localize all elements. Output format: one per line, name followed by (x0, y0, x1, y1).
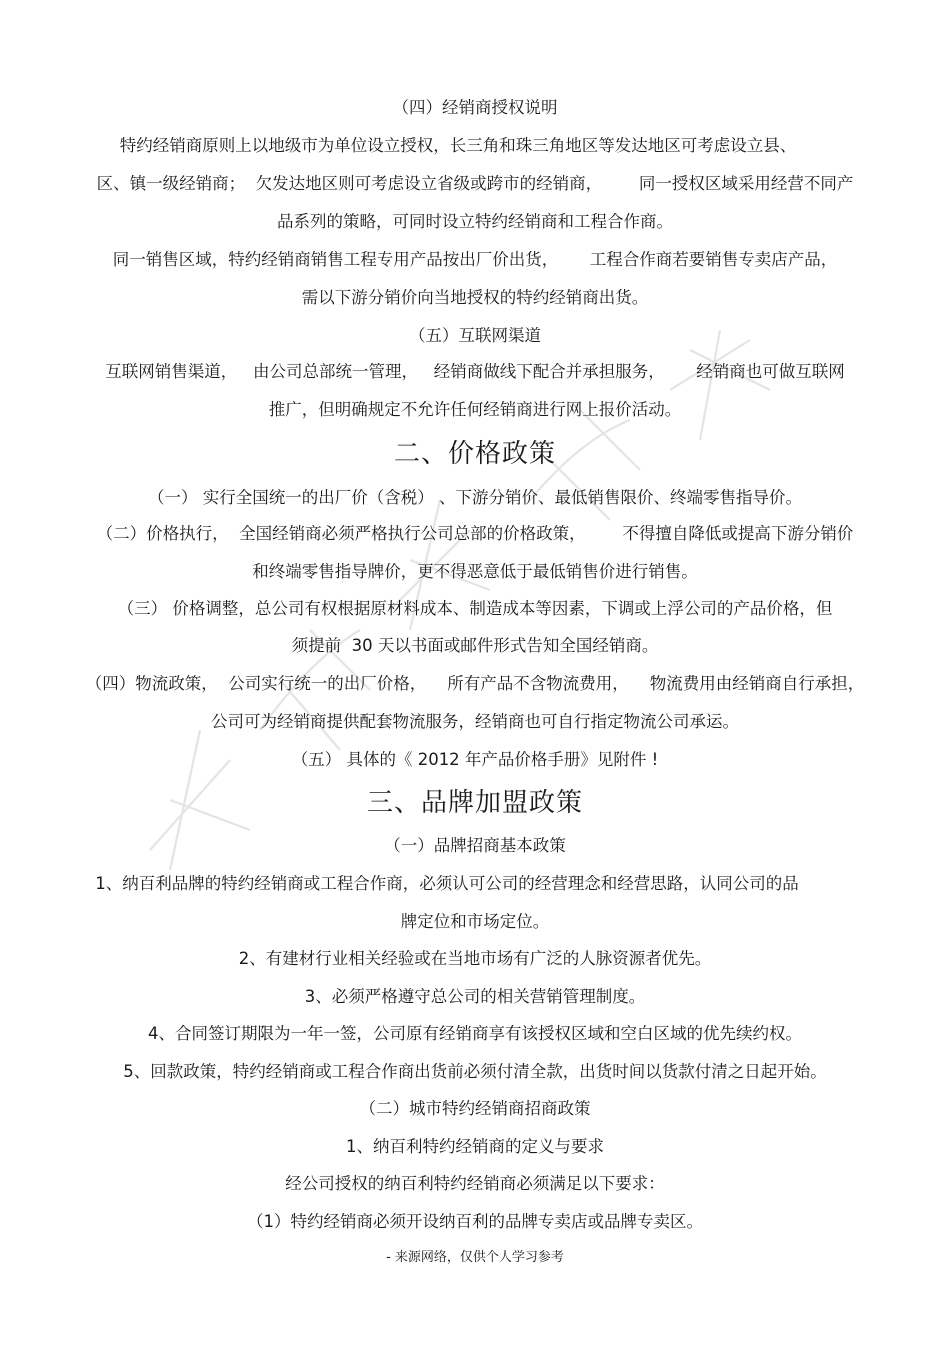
paragraph-line: （五） 具体的《 2012 年产品价格手册》见附件 ! (291, 750, 659, 769)
paragraph-line: 互联网销售渠道， 由公司总部统一管理， 经销商做线下配合并承担服务， 经销商也可做互联网 (105, 362, 845, 381)
sub-heading: 1、纳百利特约经销商的定义与要求 (346, 1137, 604, 1156)
paragraph-line: 须提前 30 天以书面或邮件形式告知全国经销商。 (291, 636, 659, 655)
list-item: 3、必须严格遵守总公司的相关营销管理制度。 (304, 987, 646, 1006)
chapter-title-price-policy: 二、价格政策 (393, 439, 556, 469)
paragraph-line: （三） 价格调整，总公司有权根据原材料成本、制造成本等因素，下调或上浮公司的产品价格，但 (117, 599, 833, 618)
page-footer: - 来源网络，仅供个人学习参考 (386, 1250, 564, 1265)
paragraph-line: 公司可为经销商提供配套物流服务，经销商也可自行指定物流公司承运。 (211, 712, 739, 731)
section-heading-4: （四）经销商授权说明 (392, 98, 558, 117)
paragraph-line: （一） 实行全国统一的出厂价（含税） 、下游分销价、最低销售限价、终端零售指导价。 (148, 488, 802, 507)
paragraph-line: （二）价格执行， 全国经销商必须严格执行公司总部的价格政策， 不得擅自降低或提高下游分销价 (96, 524, 854, 543)
paragraph-line: 品系列的策略，可同时设立特约经销商和工程合作商。 (277, 212, 673, 231)
paragraph-line: 和终端零售指导牌价，更不得恶意低于最低销售价进行销售。 (252, 562, 698, 581)
paragraph-line: （四）物流政策， 公司实行统一的出厂价格， 所有产品不含物流费用， 物流费用由经销商自行承担， (85, 674, 865, 693)
list-item: 4、合同签订期限为一年一签，公司原有经销商享有该授权区域和空白区域的优先续约权。 (148, 1024, 802, 1043)
paragraph-line: 经公司授权的纳百利特约经销商必须满足以下要求： (285, 1174, 665, 1193)
paragraph-line: 同一销售区域，特约经销商销售工程专用产品按出厂价出货， 工程合作商若要销售专卖店产品， (112, 250, 838, 269)
chapter-title-brand-policy: 三、品牌加盟政策 (366, 788, 583, 818)
section-heading-2: （二）城市特约经销商招商政策 (359, 1099, 591, 1118)
list-item-continuation: 牌定位和市场定位。 (400, 912, 550, 931)
section-heading-1: （一）品牌招商基本政策 (384, 836, 566, 855)
list-item: 2、有建材行业相关经验或在当地市场有广泛的人脉资源者优先。 (238, 949, 712, 968)
section-heading-5: （五）互联网渠道 (409, 326, 541, 345)
paragraph-line: （1）特约经销商必须开设纳百利的品牌专卖店或品牌专卖区。 (247, 1212, 703, 1231)
paragraph-line: 特约经销商原则上以地级市为单位设立授权，长三角和珠三角地区等发达地区可考虑设立县、 (119, 136, 797, 155)
paragraph-line: 需以下游分销价向当地授权的特约经销商出货。 (301, 288, 649, 307)
paragraph-line: 区、镇一级经销商； 欠发达地区则可考虑设立省级或跨市的经销商， 同一授权区域采用经营不同产 (96, 174, 854, 193)
paragraph-line: 推广，但明确规定不允许任何经销商进行网上报价活动。 (268, 400, 682, 419)
list-item: 5、回款政策，特约经销商或工程合作商出货前必须付清全款，出货时间以货款付清之日起开始。 (123, 1062, 827, 1081)
list-item: 1、纳百利品牌的特约经销商或工程合作商，必须认可公司的经营理念和经营思路，认同公司的品 (95, 874, 799, 893)
